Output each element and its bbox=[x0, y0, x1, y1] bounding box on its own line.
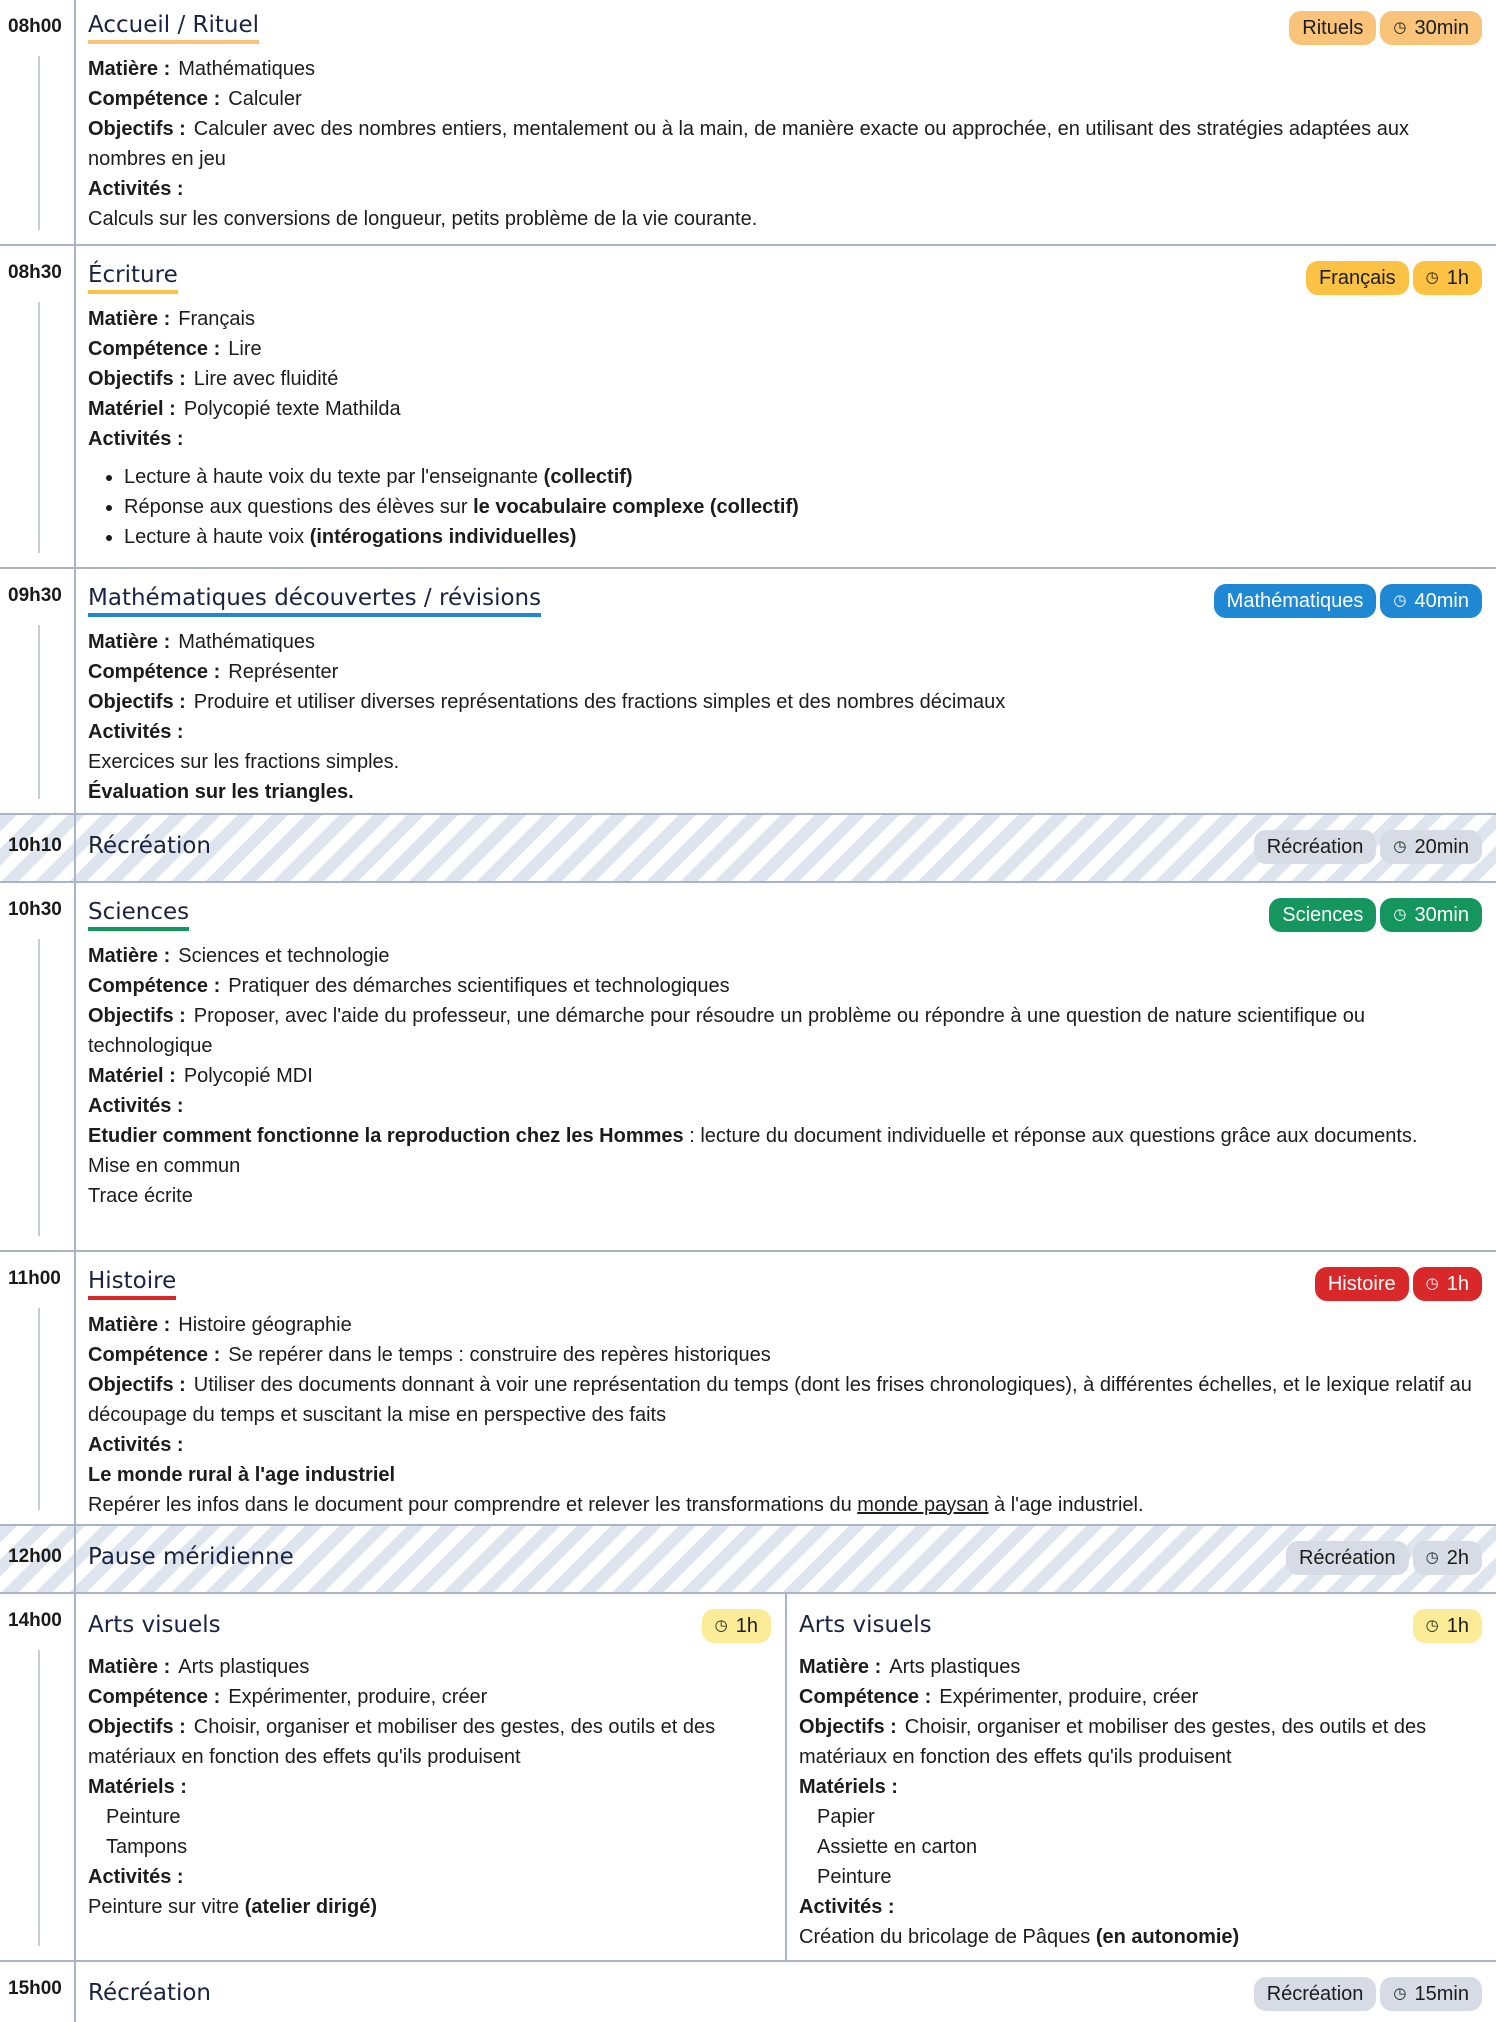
slot-title: Récréation bbox=[88, 833, 211, 859]
subject-badge: Rituels bbox=[1289, 11, 1376, 45]
slot-header bbox=[88, 8, 1482, 48]
materiels-label: Matériels : bbox=[88, 1776, 187, 1798]
timeline-line bbox=[38, 625, 40, 799]
slot-header bbox=[88, 827, 1482, 867]
objectifs-line: Objectifs : Choisir, organiser et mobiliser des gestes, des outils et des matériaux en fonction des effets qu'ils produisent bbox=[799, 1716, 1427, 1768]
activity-title: Le monde rural à l'age industriel bbox=[88, 1464, 396, 1486]
matiere-line: Matière : Histoire géographie bbox=[88, 1314, 352, 1336]
slot-header bbox=[88, 1264, 1482, 1304]
slot-header bbox=[88, 258, 1482, 298]
activites-label: Activités : bbox=[88, 1434, 184, 1456]
slot-title: Sciences bbox=[88, 899, 189, 931]
objectifs-line: Objectifs : Calculer avec des nombres entiers, mentalement ou à la main, de manière exacte ou approchée, en utilisant des stratégies adaptées aux nombres en jeu bbox=[88, 118, 1409, 170]
slot-badges bbox=[1254, 830, 1482, 864]
slot-content bbox=[76, 0, 1496, 244]
slot-title: Écriture bbox=[88, 262, 178, 294]
activity-text: Repérer les infos dans le document pour comprendre et relever les transformations du monde paysan à l'age industriel. bbox=[88, 1494, 1144, 1516]
slot-title: Mathématiques découvertes / révisions bbox=[88, 585, 541, 617]
slot-time: 14h00 bbox=[0, 1594, 76, 1960]
matiere-line: Matière : Mathématiques bbox=[88, 631, 315, 653]
subject-badge: Récréation bbox=[1254, 1977, 1377, 2011]
materiel-line: Matériel : Polycopié MDI bbox=[88, 1065, 313, 1087]
materiel-item: Peinture bbox=[817, 1866, 892, 1888]
materiel-item: Papier bbox=[817, 1806, 875, 1828]
slot-0930 bbox=[0, 569, 1496, 815]
materiel-line: Matériel : Polycopié texte Mathilda bbox=[88, 398, 401, 420]
subject-badge: Histoire bbox=[1315, 1267, 1409, 1301]
clock-icon: ◷ bbox=[1393, 19, 1407, 36]
competence-line: Compétence : Expérimenter, produire, créer bbox=[88, 1686, 488, 1708]
group-b bbox=[785, 1594, 1496, 1960]
slot-time: 09h30 bbox=[0, 569, 76, 813]
objectifs-line: Objectifs : Produire et utiliser diverses représentations des fractions simples et des nombres décimaux bbox=[88, 691, 1006, 713]
materiel-item: Assiette en carton bbox=[817, 1836, 978, 1858]
competence-line: Compétence : Pratiquer des démarches scientifiques et technologiques bbox=[88, 975, 730, 997]
matiere-line: Matière : Arts plastiques bbox=[88, 1656, 310, 1678]
slot-badges bbox=[1214, 584, 1482, 618]
slot-time: 10h10 bbox=[0, 815, 76, 881]
slot-title: Histoire bbox=[88, 1268, 176, 1300]
matiere-line: Matière : Sciences et technologie bbox=[88, 945, 390, 967]
slot-badges bbox=[702, 1609, 771, 1643]
slot-1500 bbox=[0, 1962, 1496, 2022]
duration-badge: ◷ 40min bbox=[1380, 584, 1482, 618]
matiere-line: Matière : Français bbox=[88, 308, 255, 330]
slot-header bbox=[88, 581, 1482, 621]
materiels-label: Matériels : bbox=[799, 1776, 898, 1798]
objectifs-line: Objectifs : Lire avec fluidité bbox=[88, 368, 339, 390]
slot-header bbox=[799, 1606, 1482, 1646]
slot-title: Accueil / Rituel bbox=[88, 12, 259, 44]
slot-content bbox=[76, 569, 1496, 813]
subject-badge: Sciences bbox=[1269, 898, 1376, 932]
clock-icon: ◷ bbox=[1425, 1549, 1439, 1566]
slot-content bbox=[76, 1252, 1496, 1524]
clock-icon: ◷ bbox=[1393, 592, 1407, 609]
materiel-item: Peinture bbox=[106, 1806, 181, 1828]
duration-badge: ◷ 30min bbox=[1380, 898, 1482, 932]
slot-0800 bbox=[0, 0, 1496, 246]
timeline-line bbox=[38, 939, 40, 1236]
duration-badge: ◷ 30min bbox=[1380, 11, 1482, 45]
competence-line: Compétence : Représenter bbox=[88, 661, 339, 683]
slot-badges bbox=[1315, 1267, 1482, 1301]
slot-0830 bbox=[0, 246, 1496, 569]
slot-header bbox=[88, 1974, 1482, 2014]
subject-badge: Mathématiques bbox=[1214, 584, 1377, 618]
slot-content bbox=[76, 1526, 1496, 1592]
activites-label: Activités : bbox=[88, 428, 184, 450]
materiel-item: Tampons bbox=[106, 1836, 188, 1858]
list-item: • Lecture à haute voix (intérogations individuelles) bbox=[124, 522, 1482, 552]
duration-badge: ◷ 1h bbox=[1413, 1267, 1482, 1301]
underlined-term: monde paysan bbox=[857, 1494, 989, 1516]
slot-time: 10h30 bbox=[0, 883, 76, 1250]
objectifs-line: Objectifs : Choisir, organiser et mobiliser des gestes, des outils et des matériaux en fonction des effets qu'ils produisent bbox=[88, 1716, 716, 1768]
competence-line: Compétence : Lire bbox=[88, 338, 262, 360]
objectifs-line: Objectifs : Proposer, avec l'aide du professeur, une démarche pour résoudre un problème ou répondre à une question de nature scientifique ou technologique bbox=[88, 1005, 1366, 1057]
activites-label: Activités : bbox=[88, 721, 184, 743]
slot-badges bbox=[1306, 261, 1482, 295]
slot-badges bbox=[1254, 1977, 1482, 2011]
activites-label: Activités : bbox=[88, 178, 184, 200]
activity-text: Exercices sur les fractions simples. bbox=[88, 751, 400, 773]
slot-time: 08h30 bbox=[0, 246, 76, 567]
slot-title: Récréation bbox=[88, 1980, 211, 2006]
activity-list bbox=[88, 462, 1482, 552]
slot-title: Arts visuels bbox=[88, 1612, 221, 1638]
timeline-line bbox=[38, 56, 40, 230]
activites-label: Activités : bbox=[88, 1095, 184, 1117]
slot-time: 15h00 bbox=[0, 1962, 76, 2022]
duration-badge: ◷ 15min bbox=[1380, 1977, 1482, 2011]
list-item: • Réponse aux questions des élèves sur le vocabulaire complexe (collectif) bbox=[124, 492, 1482, 522]
duration-badge: ◷ 2h bbox=[1413, 1541, 1482, 1575]
activity-text: Etudier comment fonctionne la reproduction chez les Hommes : lecture du document individuelle et réponse aux questions grâce aux documents. bbox=[88, 1125, 1418, 1147]
slot-header bbox=[88, 895, 1482, 935]
slot-header bbox=[88, 1606, 771, 1646]
slot-content bbox=[76, 883, 1496, 1250]
activity-text: Mise en commun bbox=[88, 1155, 241, 1177]
slot-badges bbox=[1286, 1541, 1482, 1575]
slot-badges bbox=[1289, 11, 1482, 45]
slot-content bbox=[76, 1962, 1496, 2022]
slot-1010-break bbox=[0, 815, 1496, 883]
slot-content bbox=[76, 815, 1496, 881]
duration-badge: ◷ 20min bbox=[1380, 830, 1482, 864]
slot-time: 11h00 bbox=[0, 1252, 76, 1524]
duration-badge: ◷ 1h bbox=[702, 1609, 771, 1643]
activity-text: Création du bricolage de Pâques (en autonomie) bbox=[799, 1926, 1240, 1948]
slot-time: 08h00 bbox=[0, 0, 76, 244]
matiere-line: Matière : Mathématiques bbox=[88, 58, 315, 80]
activites-label: Activités : bbox=[88, 1866, 184, 1888]
competence-line: Compétence : Calculer bbox=[88, 88, 302, 110]
list-item: • Lecture à haute voix du texte par l'enseignante (collectif) bbox=[124, 462, 1482, 492]
timeline-line bbox=[38, 302, 40, 553]
clock-icon: ◷ bbox=[1393, 838, 1407, 855]
competence-line: Compétence : Expérimenter, produire, créer bbox=[799, 1686, 1199, 1708]
slot-badges bbox=[1413, 1609, 1482, 1643]
clock-icon: ◷ bbox=[1425, 269, 1439, 286]
slot-title: Pause méridienne bbox=[88, 1544, 294, 1570]
timeline-line bbox=[38, 1308, 40, 1510]
matiere-line: Matière : Arts plastiques bbox=[799, 1656, 1021, 1678]
slot-badges bbox=[1269, 898, 1482, 932]
activity-text: Trace écrite bbox=[88, 1185, 193, 1207]
slot-1030 bbox=[0, 883, 1496, 1252]
slot-1400 bbox=[0, 1594, 1496, 1962]
duration-badge: ◷ 1h bbox=[1413, 261, 1482, 295]
subject-badge: Récréation bbox=[1286, 1541, 1409, 1575]
subject-badge: Récréation bbox=[1254, 830, 1377, 864]
clock-icon: ◷ bbox=[714, 1617, 728, 1634]
clock-icon: ◷ bbox=[1425, 1617, 1439, 1634]
subject-badge: Français bbox=[1306, 261, 1409, 295]
activity-text: Calculs sur les conversions de longueur, petits problème de la vie courante. bbox=[88, 208, 758, 230]
slot-content bbox=[76, 246, 1496, 567]
split-groups bbox=[76, 1594, 1496, 1960]
activity-text: Peinture sur vitre (atelier dirigé) bbox=[88, 1896, 377, 1918]
slot-time: 12h00 bbox=[0, 1526, 76, 1592]
activites-label: Activités : bbox=[799, 1896, 895, 1918]
clock-icon: ◷ bbox=[1393, 906, 1407, 923]
slot-header bbox=[88, 1538, 1482, 1578]
clock-icon: ◷ bbox=[1425, 1275, 1439, 1292]
competence-line: Compétence : Se repérer dans le temps : construire des repères historiques bbox=[88, 1344, 771, 1366]
slot-title: Arts visuels bbox=[799, 1612, 932, 1638]
group-a bbox=[76, 1594, 785, 1960]
timeline-line bbox=[38, 1650, 40, 1946]
activity-text-bold: Évaluation sur les triangles. bbox=[88, 781, 354, 803]
clock-icon: ◷ bbox=[1393, 1985, 1407, 2002]
duration-badge: ◷ 1h bbox=[1413, 1609, 1482, 1643]
slot-1200-break bbox=[0, 1526, 1496, 1594]
slot-1100 bbox=[0, 1252, 1496, 1526]
objectifs-line: Objectifs : Utiliser des documents donnant à voir une représentation du temps (dont les frises chronologiques), à différentes échelles, et le lexique relatif au découpage du temps et suscitant la mise en perspective des faits bbox=[88, 1374, 1472, 1426]
